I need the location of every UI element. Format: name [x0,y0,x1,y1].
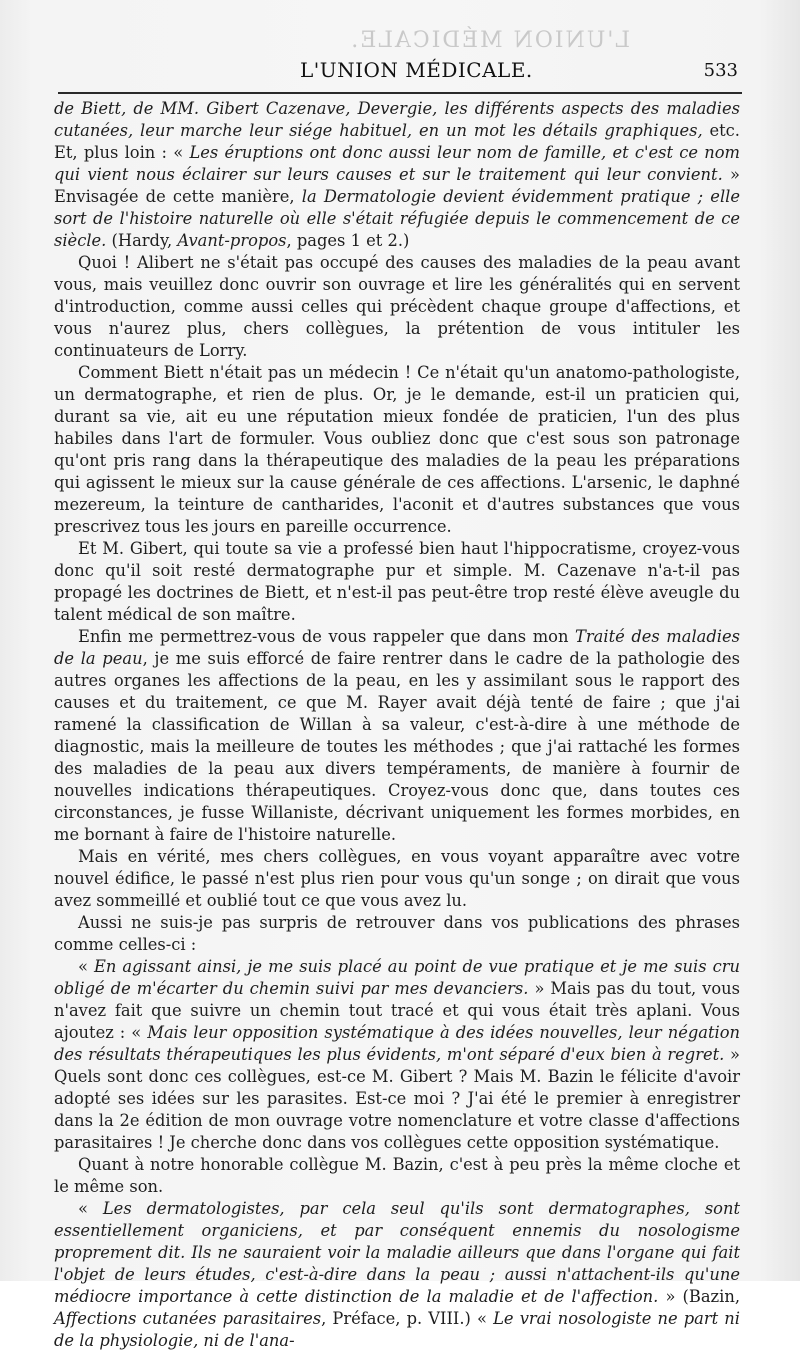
paragraph [54,1198,740,1352]
italic-run: Le vrai nosologiste ne part ni de la physiologie, ni de l'ana- [54,1309,740,1350]
show-through-text: L'UNION MÉDICALE. [349,28,630,53]
text-run: Et M. Gibert, qui toute sa vie a professé bien haut l'hippocratisme, croyez-vous donc qu'il soit resté dermatographe pur et simple. M. Cazenave n'a-t-il pas propagé les doctrines de Biett, et n'est-il pas peut-être trop resté élève aveugle du talent médical de son maître. [54,539,740,624]
text-run: » Envisagée de cette manière, [54,165,740,206]
paragraph [54,846,740,912]
paragraph [54,956,740,1154]
italic-run: Les éruptions ont donc aussi leur nom de famille, et c'est ce nom qui vient nous éclairer sur leurs causes et sur le traitement qui leur convient. [54,143,740,184]
header-rule [58,92,742,94]
paragraph [54,912,740,956]
body-text [54,98,740,1352]
text-run: « [78,957,94,976]
text-run: Quoi ! Alibert ne s'était pas occupé des causes des maladies de la peau avant vous, mais veuillez donc ouvrir son ouvrage et lire les généralités qui en servent d'introduction, comme aussi celles qui précèdent chaque groupe d'affections, et vous n'aurez plus, chers collègues, la prétention de vous intituler les continuateurs de Lorry. [54,253,740,360]
journal-title: L'UNION MÉDICALE. [300,58,533,82]
paragraph [54,98,740,252]
text-run: Enfin me permettrez-vous de vous rappeler que dans mon [78,627,576,646]
text-run: » Quels sont donc ces collègues, est-ce M. Gibert ? Mais M. Bazin le félicite d'avoir adopté ses idées sur les parasites. Est-ce moi ? J'ai été le premier à enregistrer dans la 2e édition de mon ouvrage votre nomenclature et votre classe d'affections parasitaires ! Je cherche donc dans vos collègues cette opposition systématique. [54,1045,741,1152]
text-run: , Préface, p. VIII.) « [321,1309,494,1328]
text-run: Quant à notre honorable collègue M. Bazin, c'est à peu près la même cloche et le même son. [54,1155,740,1196]
italic-run: En agissant ainsi, je me suis placé au point de vue pratique et je me suis cru obligé de m'écarter du chemin suivi par mes devanciers. [54,957,740,998]
paragraph [54,538,740,626]
text-run: , je me suis efforcé de faire rentrer dans le cadre de la pathologie des autres organes les affections de la peau, en les y assimilant sous le rapport des causes et du traitement, ce que M. Rayer avait déjà tenté de faire ; que j'ai ramené la classification de Willan à sa valeur, c'est-à-dire à une méthode de diagnostic, mais la meilleure de toutes les méthodes ; que j'ai rattaché les formes des maladies de la peau aux divers tempéraments, de manière à fournir de nouvelles indications thérapeutiques. Croyez-vous donc que, dans toutes ces circonstances, je fusse Willaniste, décrivant uniquement les formes morbides, en me bornant à faire de l'histoire naturelle. [54,649,740,844]
text-run: (Hardy, [106,231,178,250]
paragraph [54,626,740,846]
italic-run: Affections cutanées parasitaires [54,1309,322,1328]
text-run: Aussi ne suis-je pas surpris de retrouver dans vos publications des phrases comme celles-ci : [54,913,740,954]
page-number: 533 [703,60,738,81]
italic-run: de Biett, de MM. Gibert Cazenave, Devergie, les différents aspects des maladies cutanées, leur marche leur siége habituel, en un mot les détails graphiques, [54,99,740,140]
italic-run: Traité des maladies de la peau [54,627,740,668]
italic-run: la Dermatologie devient évidemment pratique ; elle sort de l'histoire naturelle où elle s'était réfugiée depuis le commencement de ce siècle. [54,187,740,250]
running-header [52,58,742,86]
italic-run: Les dermatologistes, par cela seul qu'ils sont dermatographes, sont essentiellement organiciens, et par conséquent ennemis du nosologisme proprement dit. Ils ne sauraient voir la maladie ailleurs que dans l'organe qui fait l'objet de leurs études, c'est-à-dire dans la peau ; aussi n'attachent-ils qu'une médiocre importance à cette distinction de la maladie et de l'affection. [54,1199,741,1306]
text-run: Comment Biett n'était pas un médecin ! Ce n'était qu'un anatomo-pathologiste, un dermatographe, et rien de plus. Or, je le demande, est-il un praticien qui, durant sa vie, ait eu une réputation mieux fondée de praticien, l'un des plus habiles dans l'art de formuler. Vous oubliez donc que c'est sous son patronage qu'ont pris rang dans la thérapeutique des maladies de la peau les préparations qui agissent le mieux sur la cause générale de ces affections. L'arsenic, le daphné mezereum, la teinture de cantharides, l'aconit et d'autres substances que vous prescrivez tous les jours en pareille occurrence. [54,363,740,536]
text-run: » Mais pas du tout, vous n'avez fait que suivre un chemin tout tracé et qui vous était très aplani. Vous ajoutez : « [54,979,740,1042]
italic-run: Avant-propos [177,231,287,250]
paragraph [54,252,740,362]
paragraph [54,1154,740,1198]
paragraph [54,362,740,538]
text-run: » (Bazin, [658,1287,741,1306]
text-run: Mais en vérité, mes chers collègues, en vous voyant apparaître avec votre nouvel édifice, le passé n'est plus rien pour vous qu'un songe ; on dirait que vous avez sommeillé et oublié tout ce que vous avez lu. [54,847,740,910]
italic-run: Mais leur opposition systématique à des idées nouvelles, leur négation des résultats thérapeutiques les plus évidents, m'ont séparé d'eux bien à regret. [54,1023,740,1064]
text-run: « [78,1199,103,1218]
text-run: etc. Et, plus loin : « [54,121,740,162]
text-run: , pages 1 et 2.) [286,231,410,250]
